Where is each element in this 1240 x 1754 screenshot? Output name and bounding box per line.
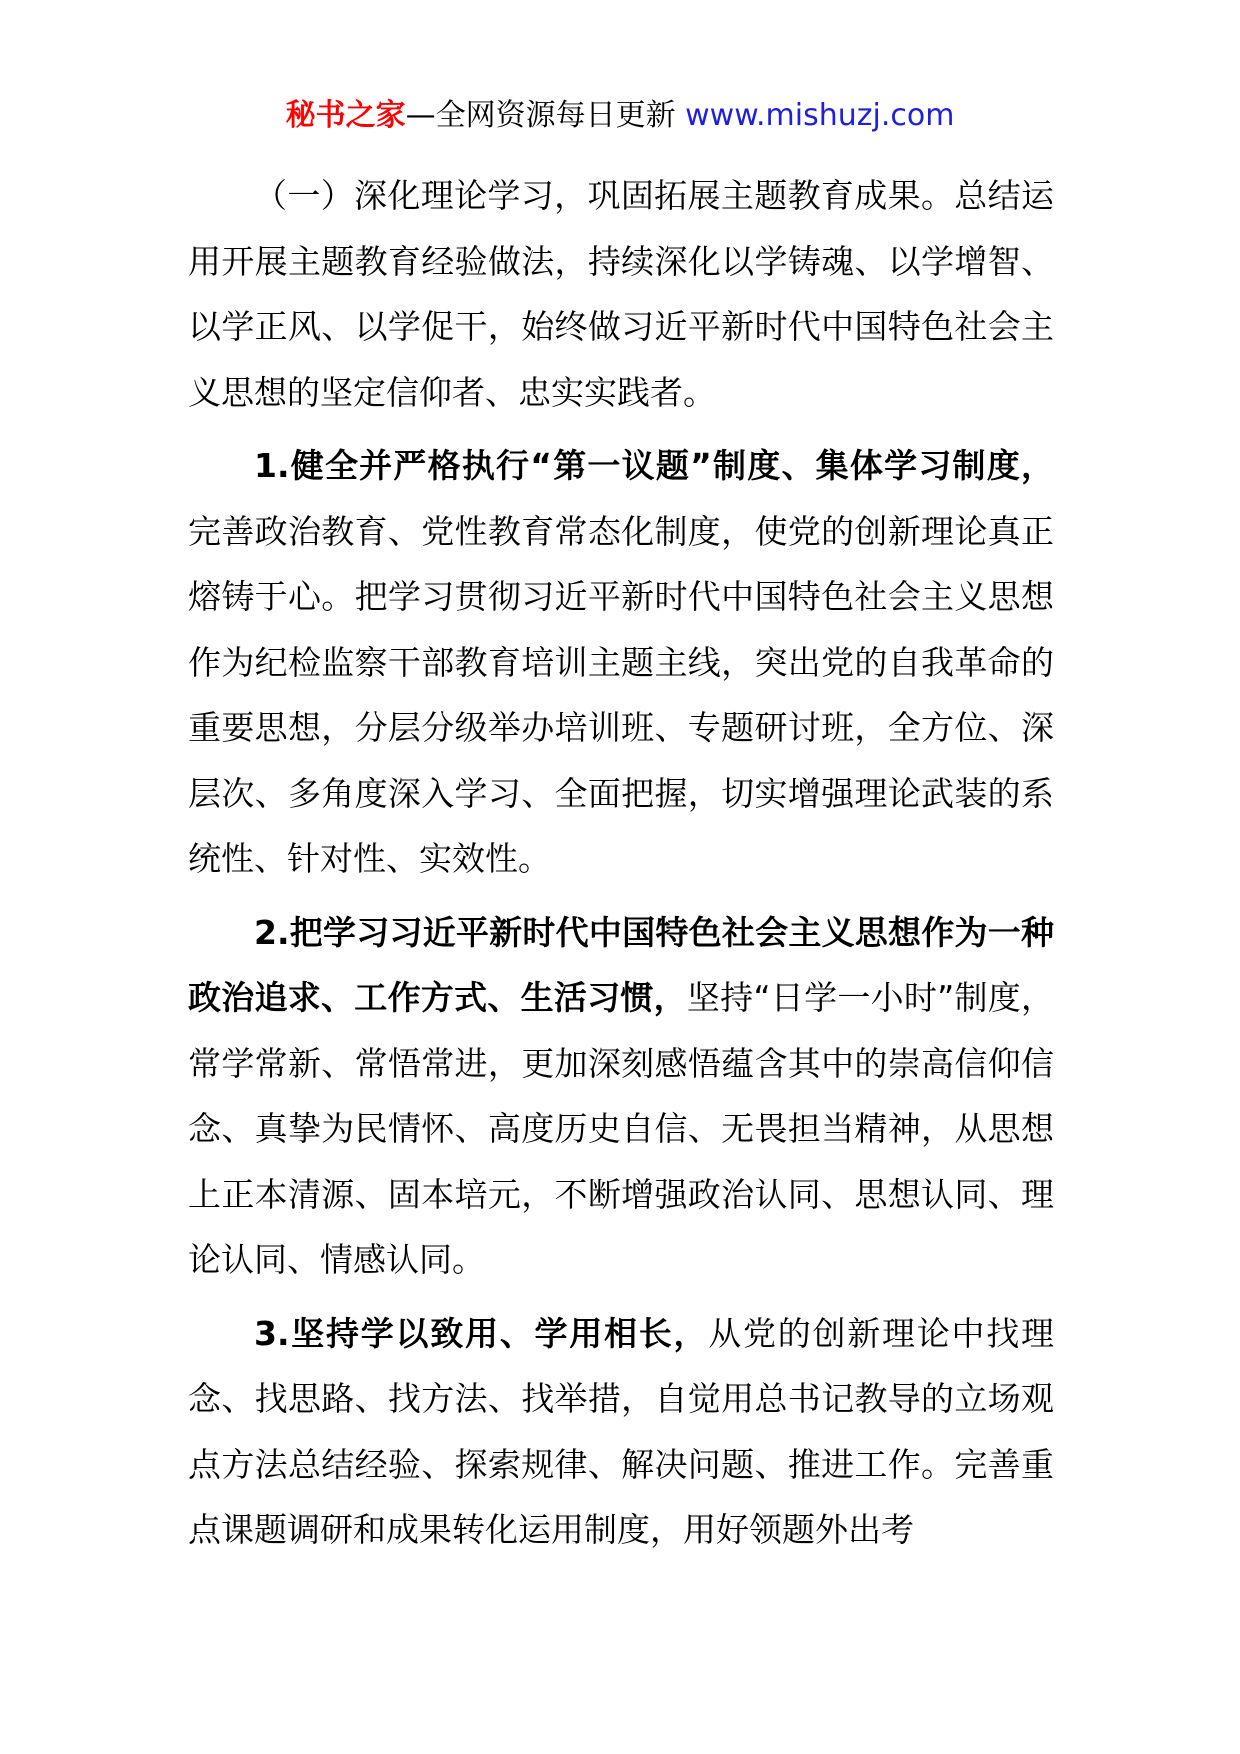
point-1-paragraph (188, 433, 1054, 892)
paragraph-text: 从党的创新理论中找理念、找思路、找方法、找举措，自觉用总书记教导的立场观点方法总结经验、探索规律、解决问题、推进工作。完善重点课题调研和成果转化运用制度，用好领题外出考 (188, 1313, 1054, 1549)
paragraph-text: （一）深化理论学习，巩固拓展主题教育成果。总结运用开展主题教育经验做法，持续深化以学铸魂、以学增智、以学正风、以学促干，始终做习近平新时代中国特色社会主义思想的坚定信仰者、忠实实践者。 (188, 176, 1054, 412)
site-url-link[interactable]: www.mishuzj.com (685, 98, 955, 133)
point-2-paragraph (188, 900, 1054, 1293)
paragraph-text: 坚持“日学一小时”制度，常学常新、常悟常进，更加深刻感悟蕴含其中的崇高信仰信念、真挚为民情怀、高度历史自信、无畏担当精神，从思想上正本清源、固本培元，不断增强政治认同、思想认同、理论认同、情感认同。 (188, 978, 1054, 1279)
paragraph-lead: 2.把学习习近平新时代中国特色社会主义思想作为一种政治追求、工作方式、生活习惯， (188, 912, 1054, 1017)
section-intro-paragraph (188, 163, 1054, 425)
site-banner (0, 96, 1240, 136)
site-slogan: —全网资源每日更新 (405, 98, 686, 133)
site-brand: 秘书之家 (285, 98, 406, 133)
paragraph-lead: 1.健全并严格执行“第一议题”制度、集体学习制度， (254, 446, 1054, 485)
paragraph-text: 完善政治教育、党性教育常态化制度，使党的创新理论真正熔铸于心。把学习贯彻习近平新时代中国特色社会主义思想作为纪检监察干部教育培训主题主线，突出党的自我革命的重要思想，分层分级举办培训班、专题研讨班，全方位、深层次、多角度深入学习、全面把握，切实增强理论武装的系统性、针对性、实效性。 (188, 511, 1054, 878)
paragraph-lead: 3.坚持学以致用、学用相长， (254, 1313, 709, 1353)
point-3-paragraph (188, 1301, 1054, 1563)
document-body (188, 163, 1054, 1571)
